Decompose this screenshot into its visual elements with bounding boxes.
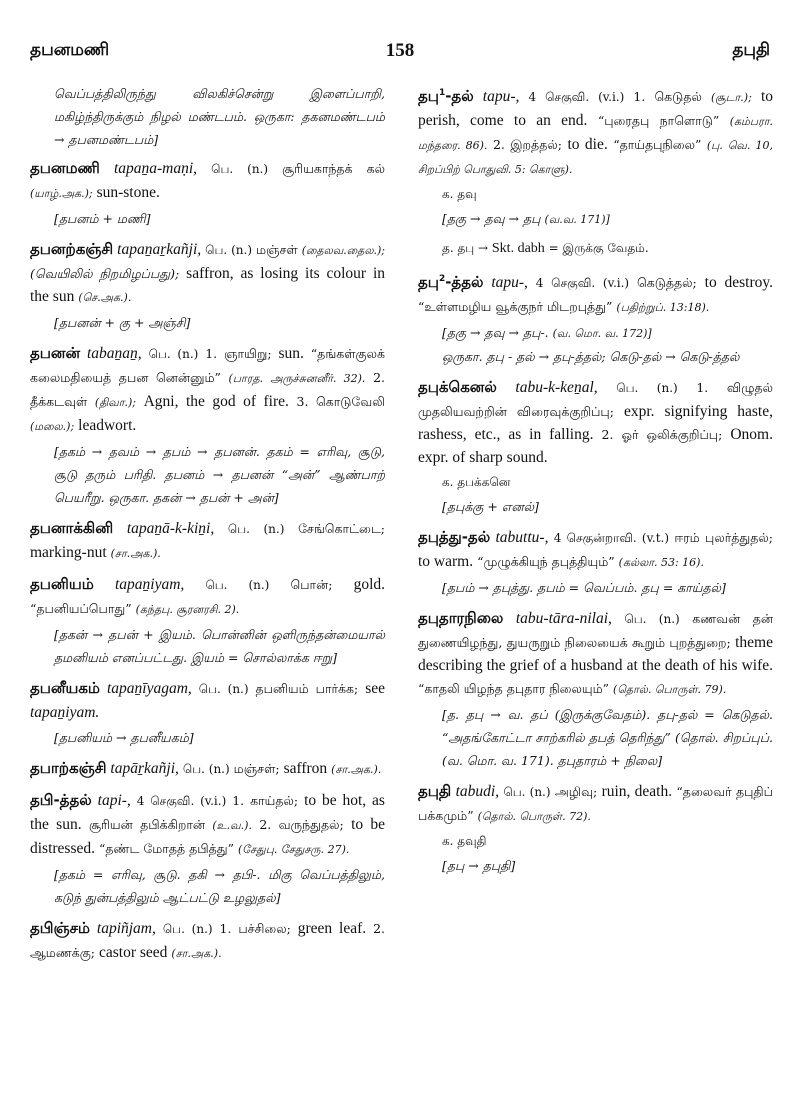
tamil-definition: அழிவு; xyxy=(554,784,598,799)
tamil-definition: கெடுத்தல்; xyxy=(637,275,697,290)
headword: தபாற்கஞ்சி xyxy=(30,759,107,777)
tamil-definition: 2. ஓர் ஒலிக்குறிப்பு; xyxy=(601,427,723,442)
cognate: க. தபக்கனெ xyxy=(442,475,511,489)
etymology: [தகம் = எரிவு, சூடு. தகி → தபி-. மிகு வெப்பத்திலும், கடுந் துன்பத்திலும் ஆட்பட்டு உழலுதல்] xyxy=(54,867,385,905)
tamil-definition: பொன்; xyxy=(290,577,333,592)
etymology: [தபு → தபுதி] xyxy=(442,858,516,873)
english-definition: theme describing the grief of a husband at the death of his wife. xyxy=(418,634,773,674)
english-definition: leadwort. xyxy=(78,417,137,434)
tamil-definition: சூரியகாந்தக் கல் xyxy=(282,161,385,176)
quotation: “தண்ட மோதத் தபித்து” xyxy=(99,841,234,856)
quotation: “முழுக்கியுந் தபுத்தியும்” xyxy=(477,554,615,569)
english-definition: expr. signifying haste, rashess, etc., as in falling. xyxy=(418,403,773,443)
part-of-speech: 4 செகுவி. (v.i.) xyxy=(535,276,630,290)
headword: தபனன் xyxy=(30,344,81,362)
reference: (சா.அக.). xyxy=(331,763,382,776)
tamil-note: (வெயிலில் நிறமிழப்பது); xyxy=(30,266,180,281)
transliteration: tapi-, xyxy=(97,792,131,809)
quotation: “உள்ளமழிய வூக்குநர் மிடறபுத்து” xyxy=(418,299,613,314)
transliteration: tapaṉa-maṇi, xyxy=(113,160,198,177)
headword: தபுதாரநிலை xyxy=(418,609,504,627)
english-definition: sun-stone. xyxy=(96,184,160,201)
transliteration: tabu-k-keṉal, xyxy=(515,379,598,396)
entry-thapu1-thal xyxy=(418,82,773,260)
part-of-speech: பெ. (n.) xyxy=(227,522,285,536)
part-of-speech: பெ. (n.) xyxy=(205,578,270,592)
tamil-definition: 2. வருந்துதல்; xyxy=(259,817,344,832)
page-header xyxy=(30,40,770,74)
etymology: [தபனன் + கு + அஞ்சி] xyxy=(54,315,191,330)
entry-thabuththuthal xyxy=(418,526,773,599)
entry-thapanarkanji xyxy=(30,238,385,334)
tamil-definition: 3. கொடுவேலி xyxy=(296,394,385,409)
tamil-definition: 1. ஞாயிறு; xyxy=(205,346,272,361)
reference: (திவா.); xyxy=(94,396,136,409)
headword: தபனியம் xyxy=(30,575,94,593)
part-of-speech: 4 செகுவி. (v.i.) xyxy=(136,794,227,808)
cognate: க. தவுதி xyxy=(442,834,487,848)
part-of-speech: 4 செகுன்றாவி. (v.t.) xyxy=(553,531,670,545)
entry-thapaniyagam xyxy=(30,677,385,749)
etymology: [தபம் → தபுத்து. தபம் = வெப்பம். தபு = காய்தல்] xyxy=(442,580,726,595)
headword: தபிஞ்சம் xyxy=(30,919,90,937)
tamil-definition: 2. ஆமணக்கு; xyxy=(30,921,385,960)
english-definition: saffron, as losing its colour in the sun xyxy=(30,265,385,305)
header-right-guideword: தபுதி xyxy=(732,40,770,60)
headword: தபனற்கஞ்சி xyxy=(30,240,114,258)
headword: தபுதி xyxy=(418,782,452,800)
reference: (யாழ்.அக.); xyxy=(30,187,93,200)
headword: தபுத்து-தல் xyxy=(418,528,491,546)
reference: (பு. வெ. 10, சிறப்பிற் பொதுவி. 5: கொளு). xyxy=(418,139,773,176)
part-of-speech: 4 செகுவி. (v.i.) xyxy=(528,90,625,104)
cognate: க. தவு xyxy=(442,187,477,201)
part-of-speech: பெ. (n.) xyxy=(198,682,249,696)
headword: தபுக்கெனல் xyxy=(418,378,497,396)
reference: (சேதுபு. சேதுசரு. 27). xyxy=(237,843,350,856)
headword: தபி-த்தல் xyxy=(30,791,92,809)
english-definition: sun. xyxy=(278,345,304,362)
english-definition: green leaf. xyxy=(297,920,367,937)
entry-thapanamani xyxy=(30,157,385,230)
transliteration: tabaṉaṉ, xyxy=(86,345,142,362)
etymology: [தகு → தவு → தபு-. (வ. மொ. வ. 172)] ஒருகா. தபு - தல் → தபு-த்தல்; கெடு-தல் → கெடு-த்தல் xyxy=(442,325,740,364)
reference: (தொல். பொருள். 72). xyxy=(477,810,591,823)
english-definition: Agni, the god of fire. xyxy=(143,393,289,410)
english-definition: see xyxy=(365,680,385,697)
part-of-speech: பெ. (n.) xyxy=(205,243,253,257)
english-definition: marking-nut xyxy=(30,544,107,561)
transliteration: tapu-, xyxy=(482,88,520,105)
transliteration: tapu-, xyxy=(491,274,528,291)
entry-thapinjam xyxy=(30,917,385,965)
transliteration: tapaṉaṟkañji, xyxy=(117,241,202,258)
english-definition: Onom. expr. of sharp sound. xyxy=(418,426,773,466)
quotation: “தலைவர் தபுதிப் பக்கமும்” xyxy=(418,784,773,823)
english-definition: to perish, come to an end. xyxy=(418,88,773,129)
entry-thapanan xyxy=(30,342,385,509)
headword: தபனமணி xyxy=(30,159,100,177)
part-of-speech: பெ. (n.) xyxy=(616,381,678,395)
reference: (தைலவ.தைல.); xyxy=(301,244,385,257)
tamil-definition: மஞ்சள் xyxy=(256,242,298,257)
tamil-definition: 1. கெடுதல் xyxy=(633,89,702,104)
tamil-definition: சேங்கொட்டை; xyxy=(298,521,386,536)
entry-thabutharanilai xyxy=(418,607,773,772)
english-definition: to die. xyxy=(567,136,608,153)
english-definition: gold. xyxy=(353,576,385,593)
reference: (கல்லா. 53: 16). xyxy=(618,556,704,569)
reference: (பாரத. அருச்சுனனீர். 32). xyxy=(228,372,366,385)
entry-thapu2-thal xyxy=(418,268,773,368)
part-of-speech: பெ. (n.) xyxy=(211,162,269,176)
quotation: “தாய்தபுநிலை” xyxy=(613,137,702,152)
reference: (பதிற்றுப். 13:18). xyxy=(616,301,710,314)
transliteration: tapiñjam, xyxy=(96,920,156,937)
tamil-definition: தபனியம் பார்க்க; xyxy=(255,681,359,696)
quotation: “தபனியப்பொது” xyxy=(30,601,132,616)
etymology: [தபனியம் → தபனீயகம்] xyxy=(54,730,194,745)
etymology: [தபனம் + மணி] xyxy=(54,211,151,226)
usage-example: சூரியன் தபிக்கிறான் xyxy=(88,817,206,832)
part-of-speech: பெ. (n.) xyxy=(162,922,213,936)
reference: (சூடா.); xyxy=(710,91,752,104)
tamil-definition: 2. இறத்தல்; xyxy=(492,137,562,152)
part-of-speech: பெ. (n.) xyxy=(503,785,551,799)
entry-thabudhi xyxy=(418,780,773,877)
reference: (சா.அக.). xyxy=(110,547,161,560)
entry-thapiththal xyxy=(30,789,385,909)
entry-thapaniyam xyxy=(30,573,385,669)
tamil-definition: ஈரம் புலர்த்துதல்; xyxy=(674,530,773,545)
headword: தபு$^2$-த்தல் xyxy=(418,273,484,291)
right-column xyxy=(418,82,773,885)
quotation: “தங்கள்குலக் கலைமதியைத் தபன னென்னும்” xyxy=(30,346,385,385)
entry-thapukkenal xyxy=(418,376,773,518)
english-definition: to destroy. xyxy=(704,274,773,291)
headword: தபனாக்கினி xyxy=(30,519,114,537)
etymology: [த. தபு → வ. தப் (இருக்குவேதம்). தபு-தல் = கெடுதல். “அதங்கோட்டா சாற்கரில் தபத் தெரிந்து” (தொல். சிறப்புப். (வ. மொ. வ. 171). தபுதாரம் + நிலை] xyxy=(442,707,773,768)
entry-thapanakkini xyxy=(30,517,385,565)
transliteration: tapāṟkañji, xyxy=(110,760,179,777)
english-definition: saffron xyxy=(283,760,328,777)
transliteration: tapaṉā-k-kiṉi, xyxy=(126,520,215,537)
english-definition: to be distressed. xyxy=(30,816,385,857)
part-of-speech: பெ. (n.) xyxy=(148,347,199,361)
continued-etymology: வெப்பத்திலிருந்து விலகிச்சென்று இளைப்பாறி, மகிழ்ந்திருக்கும் நிழல் மண்டபம். ஒருகா: தகனமண்டபம் → தபனமண்டபம்] xyxy=(54,86,385,147)
page-number: 158 xyxy=(385,40,415,61)
tamil-definition: மஞ்சள்; xyxy=(233,761,280,776)
english-definition: to warm. xyxy=(418,553,474,570)
part-of-speech: பெ. (n.) xyxy=(624,612,680,626)
headword: தபு$^1$-தல் xyxy=(418,87,474,105)
transliteration: tabuttu-, xyxy=(495,529,549,546)
english-definition: castor seed xyxy=(99,944,168,961)
tamil-definition: 1. விழுதல் முதலியவற்றின் விரைவுக்குறிப்பு; xyxy=(418,380,773,419)
reference: (கந்தபு. சூரனரசி. 2). xyxy=(135,603,240,616)
quotation: “காதலி யிழந்த தபுதார நிலையும்” xyxy=(418,681,610,696)
etymology: [தகம் → தவம் → தபம் → தபனன். தகம் = எரிவு, சூடு, சூடு தரும் பரிதி. தபனம் → தபனன் “அன்” ஆண்பாற் பெயரீறு. ஒருகா. தகன் → தபன் + அன்] xyxy=(54,444,385,505)
etymology: [தபுக்கு + எனல்] xyxy=(442,499,539,514)
tamil-definition: 2. தீக்கடவுள் xyxy=(30,370,385,409)
reference: (செ.அக.). xyxy=(78,291,132,304)
reference: (தொல். பொருள். 79). xyxy=(613,683,727,696)
reference: (கம்பரா. மந்தரை. 86). xyxy=(418,115,773,152)
left-column xyxy=(30,82,385,973)
english-definition: to be hot, as the sun. xyxy=(30,792,385,833)
etymology: [தகு → தவு → தபு (வ.வ. 171)] xyxy=(442,211,610,226)
transliteration: tapaṉīyagam, xyxy=(106,680,192,697)
english-definition: ruin, death. xyxy=(601,783,673,800)
transliteration: tapaṉiyam, xyxy=(114,576,185,593)
headword: தபனீயகம் xyxy=(30,679,101,697)
cognate-sanskrit: த. தபு → Skt. dabh = இருக்கு வேதம். xyxy=(442,241,649,256)
etymology: [தகன் → தபன் + இயம். பொன்னின் ஒளிருந்தன்மையால் தமனியம் எனப்பட்டது. இயம் = சொல்லாக்க ஈறு] xyxy=(54,627,385,665)
reference: (மலை.); xyxy=(30,420,75,433)
tamil-definition: கணவன் தன் துணையிழந்து, துயருறும் நிலையைக் கூறும் புறத்துறை; xyxy=(418,611,773,650)
tamil-definition: 1. பச்சிலை; xyxy=(219,921,291,936)
transliteration: tabudi, xyxy=(455,783,500,800)
tamil-definition: 1. காய்தல்; xyxy=(232,793,299,808)
reference: (உ.வ.). xyxy=(212,819,252,832)
entry-thapaarkanji xyxy=(30,757,385,781)
header-left-guideword: தபனமணி xyxy=(30,40,110,60)
part-of-speech: பெ. (n.) xyxy=(182,762,230,776)
reference: (சா.அக.). xyxy=(171,947,222,960)
cross-reference: tapaṉiyam. xyxy=(30,704,100,721)
quotation: “புரைதபு நாளொடு” xyxy=(597,113,720,128)
transliteration: tabu-tāra-nilai, xyxy=(515,610,612,627)
